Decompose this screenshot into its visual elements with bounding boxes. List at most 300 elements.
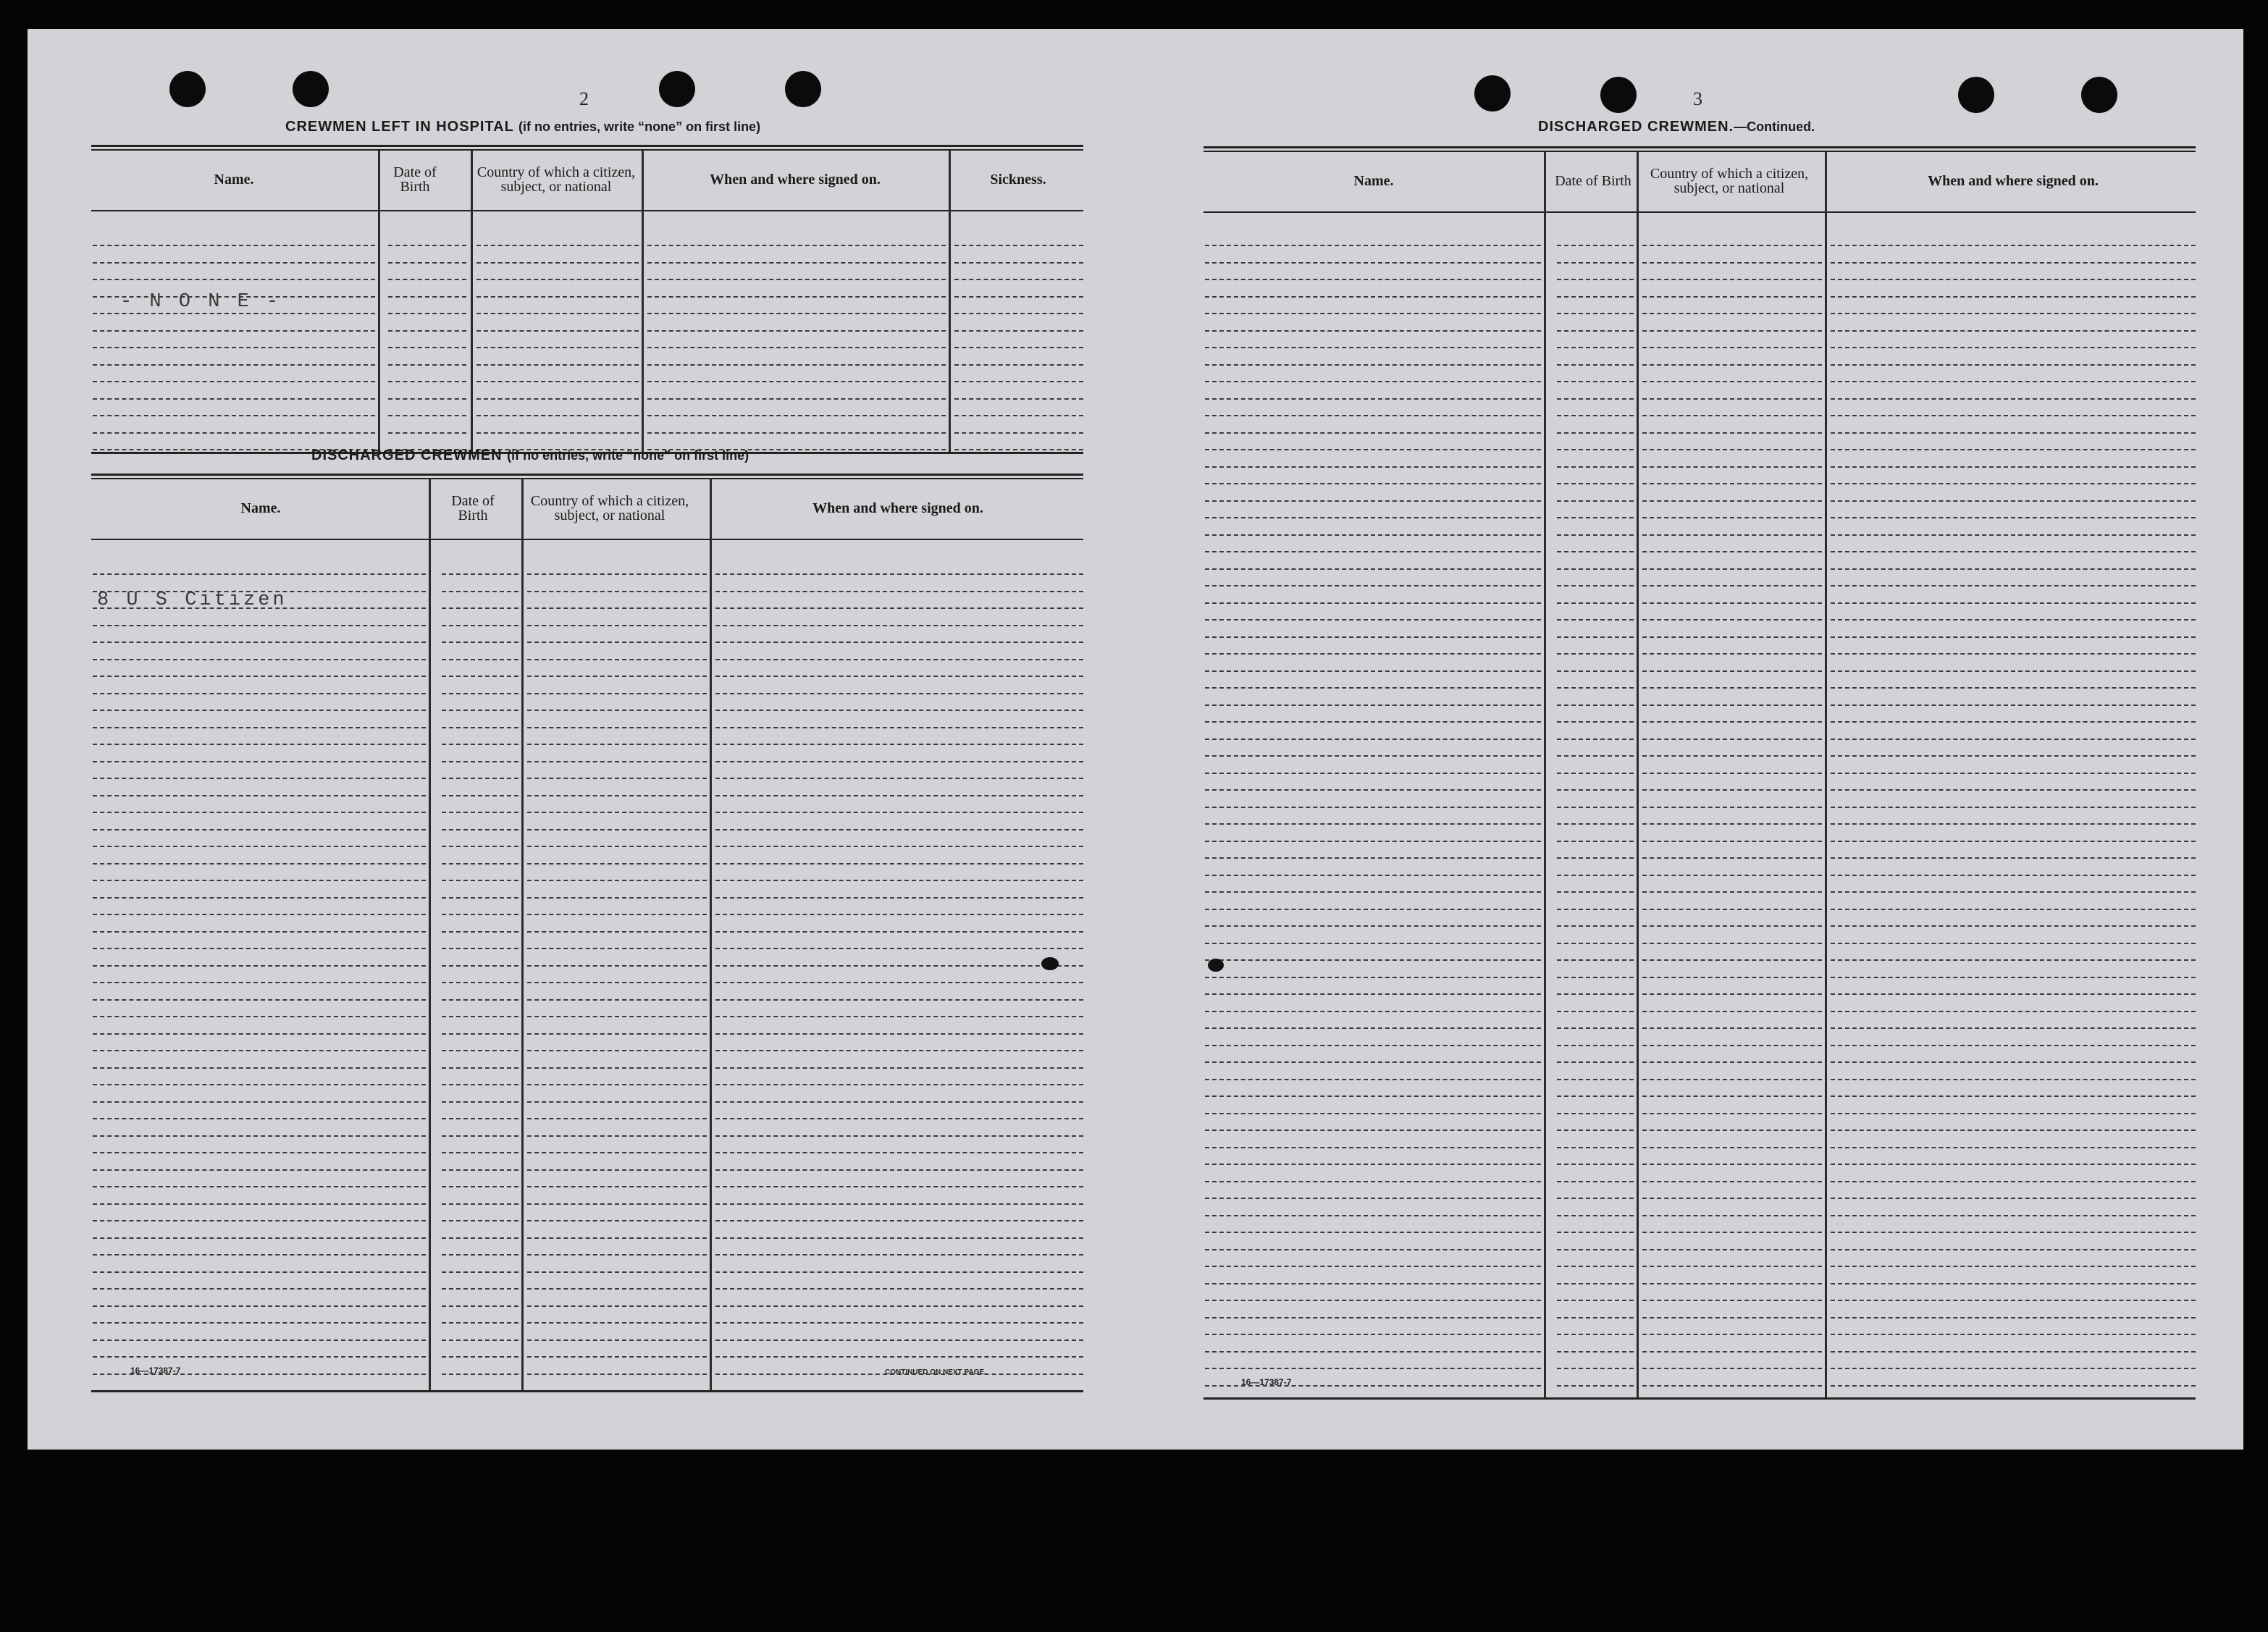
column-header-date-of-birth: Date of Birth [393,164,437,195]
ruled-line [715,1118,1083,1119]
ruled-line [1831,1266,2196,1267]
ruled-line [1205,1232,1541,1233]
ruled-line [1557,1198,1634,1199]
ruled-line [442,914,518,915]
ruled-line [1642,1011,1822,1012]
ruled-line [93,829,426,830]
ruled-line [1557,841,1634,842]
ruled-line [1557,1249,1634,1250]
ruled-line [93,1084,426,1085]
ruled-line [1831,313,2196,314]
ruled-line [93,1356,426,1358]
ruled-line [1557,568,1634,570]
ruled-line [1557,1368,1634,1369]
ruled-line [388,296,466,298]
ruled-line [1557,432,1634,434]
ruled-line [1831,993,2196,995]
punch-hole [169,71,206,107]
ruled-line [527,744,707,745]
ruled-line [1557,687,1634,689]
ruled-line [527,846,707,847]
ruled-line [442,982,518,983]
ruled-line [1831,1061,2196,1063]
column-header-name: Name. [214,172,254,188]
ruled-line [527,1203,707,1205]
ruled-line [93,1339,426,1341]
ruled-line [442,1220,518,1221]
ruled-line [476,364,639,366]
ruled-line [527,727,707,728]
ruled-line [1831,755,2196,757]
ruled-line [1557,449,1634,450]
ruled-line [1642,789,1822,791]
ruled-line [388,364,466,366]
ruled-line [93,659,426,660]
ruled-line [1831,364,2196,366]
ruled-line [93,1050,426,1051]
ruled-line [93,727,426,728]
ruled-line [715,744,1083,745]
ruled-line [1831,1198,2196,1199]
ruled-line [527,965,707,967]
ruled-line [1642,1198,1822,1199]
discharged-continued-title [1538,119,1815,135]
ruled-line [1642,959,1822,961]
ruled-line [715,1067,1083,1069]
ruled-line [1205,739,1541,740]
ruled-line [93,897,426,899]
ruled-line [1831,739,2196,740]
ruled-line [442,1016,518,1017]
ruled-line [1557,653,1634,655]
ruled-line [527,948,707,949]
ruled-line [1642,925,1822,927]
ruled-line [1557,857,1634,859]
ruled-line [527,1237,707,1239]
column-header-country: Country of which a citizen, subject, or national [476,164,636,195]
ruled-line [93,1220,426,1221]
column-header-date-of-birth: Date of Birth [1555,173,1631,189]
ruled-line [1557,1079,1634,1080]
ruled-line [1642,347,1822,348]
ruled-line [1831,875,2196,876]
ruled-line [527,676,707,677]
ruled-line [647,245,946,246]
ruled-line [715,1203,1083,1205]
ruled-line [1205,653,1541,655]
ruled-line [1831,279,2196,280]
ruled-line [388,347,466,348]
ruled-line [527,693,707,694]
ruled-line [1557,364,1634,366]
ruled-line [93,676,426,677]
ruled-line [1205,245,1541,246]
ruled-line [442,1322,518,1324]
ruled-line [1205,1113,1541,1114]
ruled-line [1831,943,2196,944]
ruled-line [1642,977,1822,978]
ruled-line [1642,1351,1822,1353]
ruled-line [388,381,466,382]
continued-note: CONTINUED ON NEXT PAGE. [885,1368,986,1376]
ruled-line [93,279,375,280]
ruled-line [1642,602,1822,604]
ruled-line [1642,568,1822,570]
ruled-line [527,607,707,609]
ruled-line [715,1237,1083,1239]
ruled-line [1642,585,1822,586]
ruled-line [476,296,639,298]
column-header-signed-on: When and where signed on. [710,172,881,188]
ruled-line [1831,347,2196,348]
ruled-line [1205,1249,1541,1250]
ruled-line [1205,347,1541,348]
ruled-line [1557,330,1634,332]
punch-hole [1600,77,1637,113]
ruled-line [1205,993,1541,995]
document-sheet [28,29,2243,1450]
ruled-line [442,1050,518,1051]
ruled-line [442,1374,518,1375]
ruled-line [442,693,518,694]
ruled-line [1831,398,2196,400]
ruled-line [1205,432,1541,434]
ruled-line [1557,602,1634,604]
ruled-line [647,364,946,366]
ruled-line [93,710,426,711]
ruled-line [442,1305,518,1307]
ruled-line [527,591,707,592]
ruled-line [1642,943,1822,944]
ruled-line [715,931,1083,933]
ruled-line [93,262,375,264]
ruled-line [1557,875,1634,876]
ruled-line [1642,687,1822,689]
ruled-line [1205,483,1541,484]
ruled-line [1642,1079,1822,1080]
ruled-line [527,829,707,830]
ruled-line [527,1322,707,1324]
ruled-line [388,279,466,280]
ruled-line [715,1220,1083,1221]
ruled-line [93,1203,426,1205]
ruled-line [93,761,426,762]
ruled-line [1557,381,1634,382]
ruled-line [442,659,518,660]
ruled-line [1642,1232,1822,1233]
hospital-section-title [285,119,760,135]
hospital-title-note: (if no entries, write “none” on first line) [518,119,761,134]
ruled-line [442,1118,518,1119]
ruled-line [1557,1232,1634,1233]
ruled-line [93,744,426,745]
ruled-line [1205,517,1541,518]
ruled-line [1642,551,1822,552]
ruled-line [1831,1317,2196,1318]
ruled-line [1205,1079,1541,1080]
ruled-line [93,1135,426,1137]
ruled-line [1831,653,2196,655]
ruled-line [1642,1095,1822,1097]
ruled-line [1557,1317,1634,1318]
ruled-line [1831,1300,2196,1301]
ruled-line [954,398,1083,400]
ruled-line [1557,500,1634,502]
ruled-line [715,1254,1083,1255]
ruled-line [1557,517,1634,518]
discharged-entry: 8 U S Citizen [97,589,287,611]
ruled-line [1642,1266,1822,1267]
ruled-line [1642,1334,1822,1335]
ruled-line [442,1271,518,1273]
ruled-line [93,245,375,246]
ruled-line [1205,1300,1541,1301]
ruled-line [1642,381,1822,382]
ink-speck [1041,957,1059,970]
hospital-title-main: CREWMEN LEFT IN HOSPITAL [285,119,514,135]
ruled-line [1205,1368,1541,1369]
ruled-line [1557,704,1634,706]
ruled-line [647,279,946,280]
ruled-line [388,398,466,400]
ruled-line [954,449,1083,450]
ruled-line [715,1016,1083,1017]
ruled-line [93,1118,426,1119]
continued-title-note: —Continued. [1734,119,1815,134]
ruled-line [1205,909,1541,910]
ruled-line [1831,1232,2196,1233]
ruled-line [93,1067,426,1069]
ruled-line [1557,1385,1634,1387]
column-header-signed-on: When and where signed on. [812,500,983,516]
ruled-line [1831,909,2196,910]
ruled-line [442,1169,518,1171]
ruled-line [93,778,426,779]
ruled-line [1205,1334,1541,1335]
ruled-line [527,880,707,881]
ruled-line [1831,1351,2196,1353]
ruled-line [1642,398,1822,400]
ruled-line [1205,687,1541,689]
ruled-line [442,1084,518,1085]
ruled-line [476,381,639,382]
ruled-line [1557,619,1634,621]
ruled-line [715,573,1083,575]
ruled-line [1831,807,2196,808]
ruled-line [1557,1266,1634,1267]
ruled-line [93,347,375,348]
ruled-line [1642,636,1822,638]
ruled-line [442,727,518,728]
ruled-line [527,1033,707,1035]
ruled-line [93,313,375,314]
ruled-line [1205,943,1541,944]
ruled-line [954,347,1083,348]
ruled-line [715,1084,1083,1085]
ruled-line [1557,739,1634,740]
ruled-line [715,1271,1083,1273]
ruled-line [715,1339,1083,1341]
ruled-line [715,676,1083,677]
ruled-line [1642,841,1822,842]
ruled-line [647,262,946,264]
ruled-line [1642,279,1822,280]
ruled-line [1831,483,2196,484]
ruled-line [715,625,1083,626]
ruled-line [93,573,426,575]
ruled-line [527,1288,707,1290]
ruled-line [1205,551,1541,552]
ruled-line [1557,755,1634,757]
ruled-line [1642,245,1822,246]
ruled-line [715,948,1083,949]
ruled-line [93,965,426,967]
ruled-line [1642,1027,1822,1029]
ruled-line [715,880,1083,881]
ruled-line [93,999,426,1001]
ruled-line [442,607,518,609]
ruled-line [1831,1045,2196,1046]
ruled-line [1642,466,1822,468]
ruled-line [715,710,1083,711]
ruled-line [1831,977,2196,978]
ruled-line [93,982,426,983]
ruled-line [715,1050,1083,1051]
ruled-line [1557,636,1634,638]
ruled-line [1831,500,2196,502]
ruled-line [527,1016,707,1017]
ruled-line [1642,313,1822,314]
ruled-line [1642,1061,1822,1063]
ruled-line [93,1237,426,1239]
ruled-line [93,863,426,865]
ruled-line [1831,1385,2196,1387]
ruled-line [715,829,1083,830]
ruled-line [93,1271,426,1273]
ruled-line [1557,959,1634,961]
ruled-line [1831,432,2196,434]
ruled-line [1557,1351,1634,1353]
ruled-line [1642,993,1822,995]
ruled-line [954,432,1083,434]
ruled-line [1205,415,1541,416]
ruled-line [954,296,1083,298]
ruled-line [954,364,1083,366]
ruled-line [715,1101,1083,1103]
ruled-line [1205,1045,1541,1046]
ruled-line [476,415,639,416]
ruled-line [1831,925,2196,927]
ruled-line [715,1169,1083,1171]
ruled-line [1642,857,1822,859]
ruled-line [442,642,518,643]
ruled-line [442,863,518,865]
ruled-line [1831,551,2196,552]
ink-speck [1208,959,1224,972]
ruled-line [1831,1027,2196,1029]
ruled-line [442,1339,518,1341]
ruled-line [1205,1266,1541,1267]
ruled-line [93,1305,426,1307]
ruled-line [647,313,946,314]
ruled-line [1205,1147,1541,1148]
ruled-line [1831,1368,2196,1369]
column-header-country: Country of which a citizen, subject, or national [530,493,689,523]
ruled-line [1642,1215,1822,1216]
ruled-line [1642,330,1822,332]
ruled-line [442,880,518,881]
ruled-line [1642,755,1822,757]
ruled-line [1205,1095,1541,1097]
ruled-line [388,262,466,264]
ruled-line [715,846,1083,847]
ruled-line [1642,807,1822,808]
ruled-line [1557,977,1634,978]
ruled-line [476,432,639,434]
ruled-line [1205,977,1541,978]
ruled-line [1205,636,1541,638]
ruled-line [442,965,518,967]
ruled-line [527,1339,707,1341]
ruled-line [476,279,639,280]
ruled-line [1205,500,1541,502]
ruled-line [388,313,466,314]
ruled-line [527,1169,707,1171]
ruled-line [1557,891,1634,893]
ruled-line [1642,1181,1822,1182]
ruled-line [442,1067,518,1069]
ruled-line [1831,1079,2196,1080]
ruled-line [1557,1215,1634,1216]
ruled-line [1557,1113,1634,1114]
ruled-line [1205,534,1541,536]
ruled-line [527,573,707,575]
ruled-line [1205,789,1541,791]
ruled-line [1205,1011,1541,1012]
ruled-line [93,1016,426,1017]
ruled-line [1205,773,1541,774]
ruled-line [1205,398,1541,400]
ruled-line [647,432,946,434]
ruled-line [1831,789,2196,791]
ruled-line [93,1288,426,1290]
ruled-line [527,1374,707,1375]
ruled-line [1642,739,1822,740]
ruled-line [1831,841,2196,842]
ruled-line [715,1135,1083,1137]
ruled-line [1557,1130,1634,1131]
ruled-line [1205,1198,1541,1199]
ruled-line [476,245,639,246]
ruled-line [1642,262,1822,264]
ruled-line [93,1033,426,1035]
ruled-line [1205,262,1541,264]
ruled-line [1205,466,1541,468]
ruled-line [1642,534,1822,536]
ruled-line [1831,1164,2196,1165]
ruled-line [93,795,426,796]
ruled-line [93,1254,426,1255]
ruled-line [1831,1249,2196,1250]
ruled-line [527,761,707,762]
column-header-country: Country of which a citizen, subject, or national [1650,166,1809,196]
ruled-line [647,330,946,332]
ruled-line [954,279,1083,280]
ruled-line [954,245,1083,246]
ruled-line [1642,721,1822,723]
ruled-line [1557,279,1634,280]
ruled-line [527,914,707,915]
